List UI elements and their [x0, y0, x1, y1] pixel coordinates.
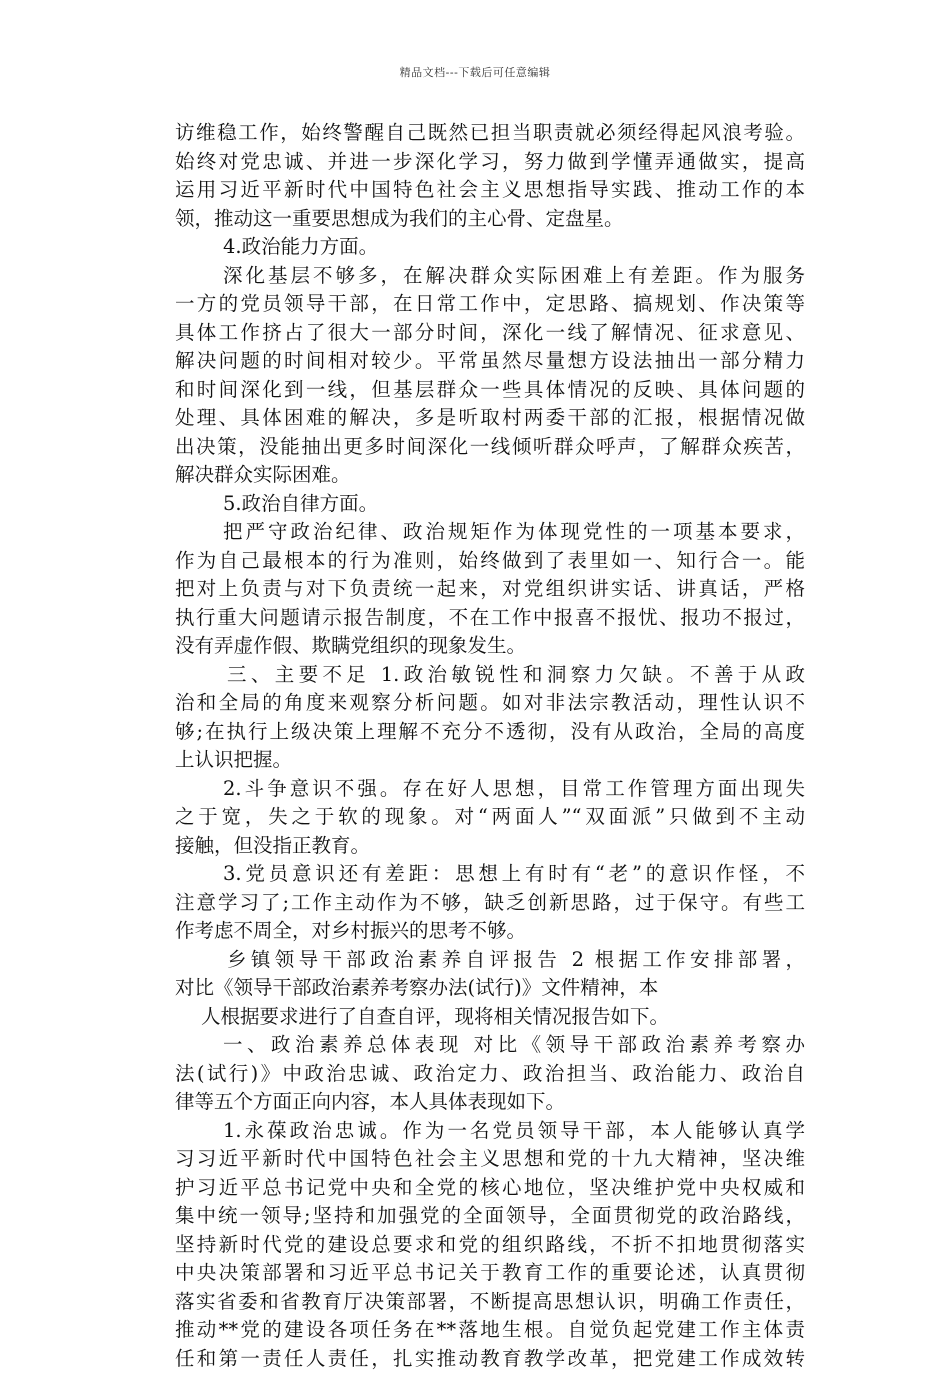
text-line: 人根据要求进行了自查自评，现将相关情况报告如下。	[175, 1003, 805, 1032]
text-line: 上认识把握。	[175, 746, 805, 775]
text-line: 对比《领导干部政治素养考察办法(试行)》文件精神，本	[175, 974, 805, 1003]
text-line: 处理、具体困难的解决，多是听取村两委干部的汇报，根据情况做	[175, 404, 805, 433]
text-line: 一、政治素养总体表现 对比《领导干部政治素养考察办	[175, 1031, 805, 1060]
text-line: 把严守政治纪律、政治规矩作为体现党性的一项基本要求，	[175, 518, 805, 547]
text-line: 运用习近平新时代中国特色社会主义思想指导实践、推动工作的本	[175, 176, 805, 205]
text-line: 够;在执行上级决策上理解不充分不透彻，没有从政治，全局的高度	[175, 718, 805, 747]
text-line: 集中统一领导;坚持和加强党的全面领导，全面贯彻党的政治路线，	[175, 1202, 805, 1231]
text-line: 中央决策部署和习近平总书记关于教育工作的重要论述，认真贯彻	[175, 1259, 805, 1288]
text-line: 1.永葆政治忠诚。作为一名党员领导干部，本人能够认真学	[175, 1117, 805, 1146]
text-line: 深化基层不够多，在解决群众实际困难上有差距。作为服务	[175, 262, 805, 291]
text-line: 接触，但没指正教育。	[175, 832, 805, 861]
text-line: 乡镇领导干部政治素养自评报告 2 根据工作安排部署，	[175, 946, 805, 975]
text-line: 治和全局的角度来观察分析问题。如对非法宗教活动，理性认识不	[175, 689, 805, 718]
document-body	[175, 119, 805, 1373]
text-line: 作考虑不周全，对乡村振兴的思考不够。	[175, 917, 805, 946]
text-line: 3.党员意识还有差距：思想上有时有“老”的意识作怪，不	[175, 860, 805, 889]
text-line: 具体工作挤占了很大一部分时间，深化一线了解情况、征求意见、	[175, 319, 805, 348]
text-line: 4.政治能力方面。	[175, 233, 805, 262]
text-line: 解决群众实际困难。	[175, 461, 805, 490]
text-line: 注意学习了;工作主动作为不够，缺乏创新思路，过于保守。有些工	[175, 889, 805, 918]
text-line: 一方的党员领导干部，在日常工作中，定思路、搞规划、作决策等	[175, 290, 805, 319]
text-line: 没有弄虚作假、欺瞒党组织的现象发生。	[175, 632, 805, 661]
text-line: 之于宽，失之于软的现象。对“两面人”“双面派”只做到不主动	[175, 803, 805, 832]
text-line: 作为自己最根本的行为准则，始终做到了表里如一、知行合一。能	[175, 547, 805, 576]
text-line: 执行重大问题请示报告制度，不在工作中报喜不报忧、报功不报过，	[175, 604, 805, 633]
text-line: 出决策，没能抽出更多时间深化一线倾听群众呼声，了解群众疾苦，	[175, 433, 805, 462]
text-line: 落实省委和省教育厅决策部署，不断提高思想认识，明确工作责任，	[175, 1288, 805, 1317]
text-line: 始终对党忠诚、并进一步深化学习，努力做到学懂弄通做实，提高	[175, 148, 805, 177]
text-line: 5.政治自律方面。	[175, 490, 805, 519]
text-line: 2.斗争意识不强。存在好人思想，目常工作管理方面出现失	[175, 775, 805, 804]
text-line: 和时间深化到一线，但基层群众一些具体情况的反映、具体问题的	[175, 376, 805, 405]
text-line: 推动**党的建设各项任务在**落地生根。自觉负起党建工作主体责	[175, 1316, 805, 1345]
text-line: 领，推动这一重要思想成为我们的主心骨、定盘星。	[175, 205, 805, 234]
text-line: 任和第一责任人责任，扎实推动教育教学改革，把党建工作成效转	[175, 1345, 805, 1373]
text-line: 坚持新时代党的建设总要求和党的组织路线，不折不扣地贯彻落实	[175, 1231, 805, 1260]
text-line: 习习近平新时代中国特色社会主义思想和党的十九大精神，坚决维	[175, 1145, 805, 1174]
text-line: 法(试行)》中政治忠诚、政治定力、政治担当、政治能力、政治自	[175, 1060, 805, 1089]
text-line: 访维稳工作，始终警醒自己既然已担当职责就必须经得起风浪考验。	[175, 119, 805, 148]
text-line: 解决问题的时间相对较少。平常虽然尽量想方设法抽出一部分精力	[175, 347, 805, 376]
text-line: 把对上负责与对下负责统一起来，对党组织讲实话、讲真话，严格	[175, 575, 805, 604]
text-line: 三、主要不足 1.政治敏锐性和洞察力欠缺。不善于从政	[175, 661, 805, 690]
page-header: 精品文档---下载后可任意编辑	[0, 64, 950, 80]
text-line: 护习近平总书记党中央和全党的核心地位，坚决维护党中央权威和	[175, 1174, 805, 1203]
text-line: 律等五个方面正向内容，本人具体表现如下。	[175, 1088, 805, 1117]
